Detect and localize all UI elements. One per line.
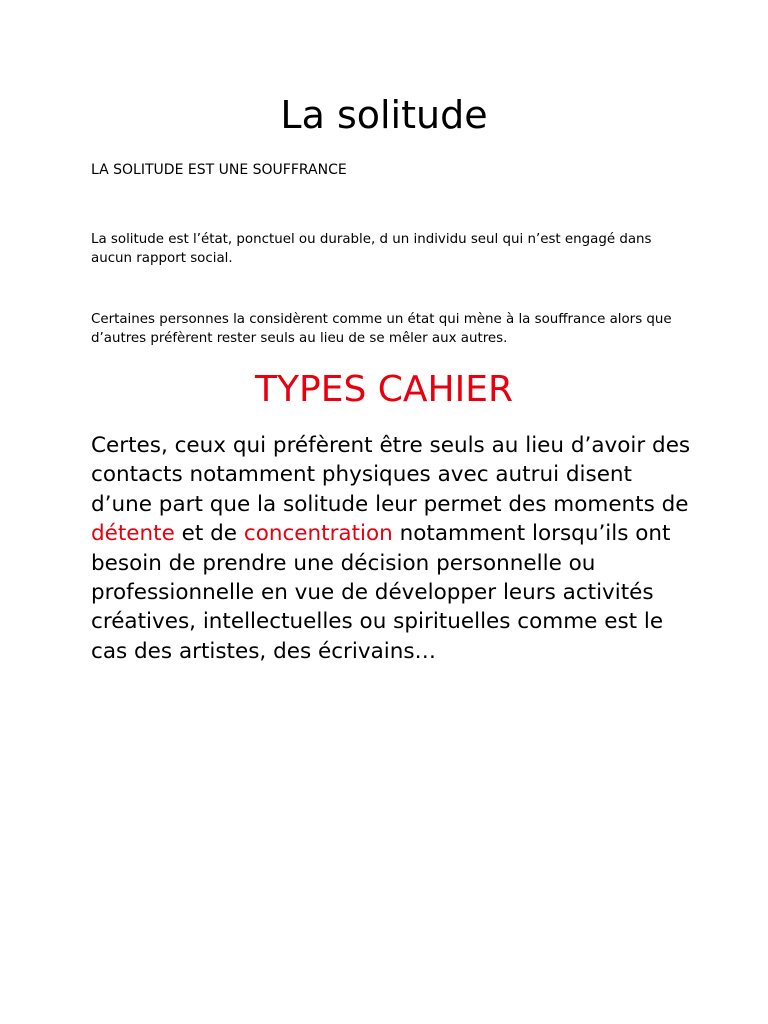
highlight-detente: détente [91,521,175,547]
paragraph-opinions: Certaines personnes la considèrent comme un état qui mène à la souffrance alors que d’autres préfèrent rester seuls au lieu de se mêler aux autres. [91,312,672,346]
body-text-part1: Certes, ceux qui préfèrent être seuls au lieu d’avoir des contacts notamment physiques avec autrui disent d’une part que la solitude leur permet des moments de [91,433,691,517]
body-paragraph [91,431,691,666]
document-subtitle: LA SOLITUDE EST UNE SOUFFRANCE [91,162,347,178]
body-text-part3: notamment lorsqu’ils ont besoin de prendre une décision personnelle ou professionnelle en vue de développer leurs activités créatives, intellectuelles ou spirituelles comme est le cas des artistes, des écrivains… [91,521,671,664]
paragraph-definition: La solitude est l’état, ponctuel ou durable, d un individu seul qui n’est engagé dans aucun rapport social. [91,232,652,266]
document-title: La solitude [280,93,488,137]
section-heading: TYPES CAHIER [255,369,513,410]
body-text-part2: et de [174,521,244,547]
highlight-concentration: concentration [243,521,393,547]
